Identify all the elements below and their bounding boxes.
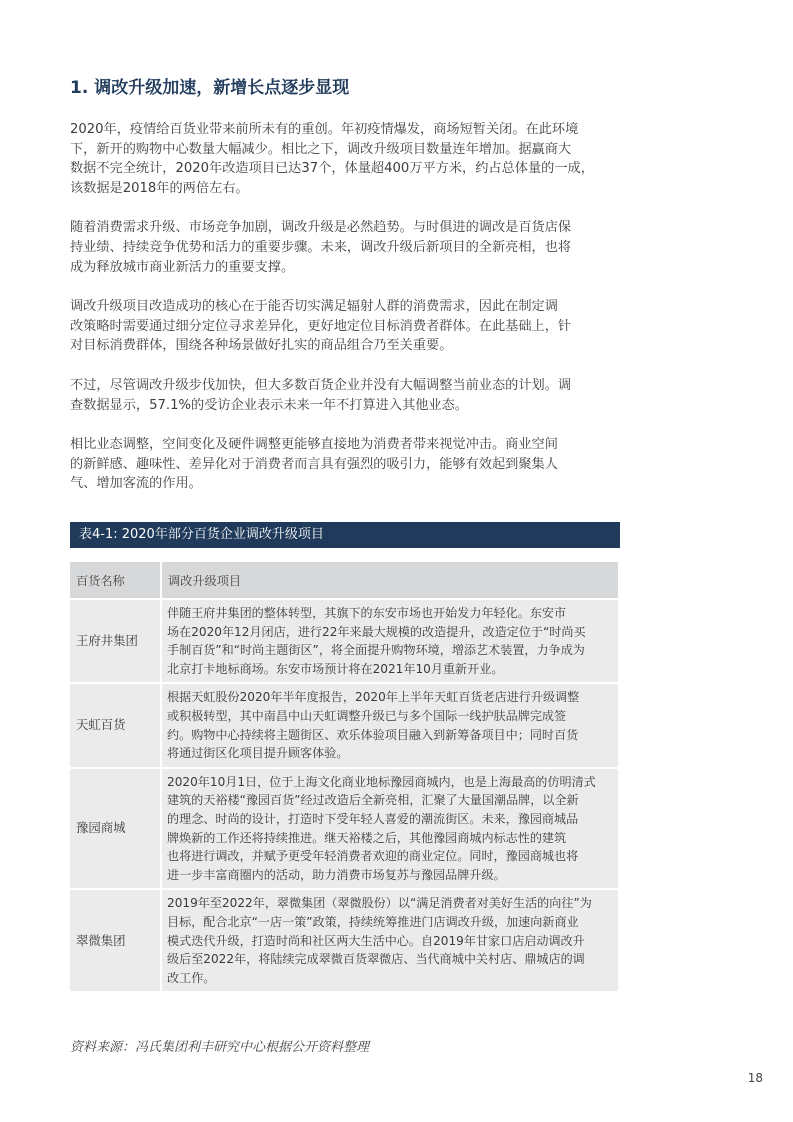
text-line: 持业绩、持续竞争优势和活力的重要步骤。未来，调改升级后新项目的全新亮相，也将 <box>70 239 572 255</box>
text-line: 相比业态调整，空间变化及硬件调整更能够直接地为消费者带来视觉冲击。商业空间 <box>70 437 558 453</box>
cell-line: 2019年至2022年，翠微集团（翠微股份）以“满足消费者对美好生活的向往”为 <box>167 896 592 911</box>
column-header-project: 调改升级项目 <box>162 562 618 598</box>
cell-line: 将通过街区化项目提升顾客体验。 <box>167 746 349 761</box>
page-number: 18 <box>747 1071 763 1085</box>
project-description-cell <box>162 769 618 889</box>
text-line: 不过，尽管调改升级步伐加快，但大多数百货企业并没有大幅调整当前业态的计划。调 <box>70 377 572 393</box>
store-name-cell: 翠微集团 <box>70 890 162 991</box>
project-description-cell <box>162 684 618 766</box>
table-row <box>70 890 618 991</box>
text-line: 该数据是2018年的两倍左右。 <box>70 180 249 196</box>
paragraph <box>70 218 625 277</box>
cell-line: 也将进行调改，并赋予更受年轻消费者欢迎的商业定位。同时，豫园商城也将 <box>167 849 579 864</box>
paragraph <box>70 120 625 198</box>
text-line: 气、增加客流的作用。 <box>70 476 202 492</box>
text-line: 调改升级项目改造成功的核心在于能否切实满足辐射人群的消费需求，因此在制定调 <box>70 299 558 315</box>
project-description-cell <box>162 600 618 682</box>
table-row <box>70 769 618 889</box>
section-heading: 1. 调改升级加速，新增长点逐步显现 <box>70 78 350 98</box>
text-line: 数据不完全统计，2020年改造项目已达37个，体量超400万平方米，约占总体量的一成， <box>70 161 594 177</box>
cell-line: 的理念、时尚的设计，打造时下受年轻人喜爱的潮流街区。未来，豫园商城品 <box>167 811 579 826</box>
paragraph <box>70 435 625 494</box>
text-line: 成为释放城市商业新活力的重要支撑。 <box>70 259 295 275</box>
cell-line: 或积极转型，其中南昌中山天虹调整升级已与多个国际一线护肤品牌完成签 <box>167 708 567 723</box>
paragraph <box>70 297 625 356</box>
store-name-cell: 豫园商城 <box>70 769 162 889</box>
project-description-cell <box>162 890 618 991</box>
text-line: 下，新开的购物中心数量大幅减少。相比之下，调改升级项目数量连年增加。据赢商大 <box>70 141 572 157</box>
paragraph <box>70 376 625 415</box>
cell-line: 目标，配合北京“一店一策”政策，持续统筹推进门店调改升级，加速向新商业 <box>167 914 579 929</box>
cell-line: 建筑的天裕楼“豫园百货”经过改造后全新亮相，汇聚了大量国潮品牌，以全新 <box>167 793 579 808</box>
store-name-cell: 天虹百货 <box>70 684 162 766</box>
text-line: 查数据显示，57.1%的受访企业表示未来一年不打算进入其他业态。 <box>70 397 468 413</box>
cell-line: 牌焕新的工作还将持续推进。继天裕楼之后，其他豫园商城内标志性的建筑 <box>167 830 567 845</box>
body-text <box>70 120 625 514</box>
cell-line: 根据天虹股份2020年半年度报告，2020年上半年天虹百货老店进行升级调整 <box>167 690 580 705</box>
text-line: 2020年，疫情给百货业带来前所未有的重创。年初疫情爆发，商场短暂关闭。在此环境 <box>70 122 579 137</box>
column-header-name: 百货名称 <box>70 562 162 598</box>
data-table <box>70 560 618 993</box>
cell-line: 改工作。 <box>167 970 216 985</box>
text-line: 的新鲜感、趣味性、差异化对于消费者而言具有强烈的吸引力，能够有效起到聚集人 <box>70 456 558 472</box>
table-header-row <box>70 562 618 598</box>
table-row <box>70 600 618 682</box>
cell-line: 级后至2022年，将陆续完成翠微百货翠微店、当代商城中关村店、鼎城店的调 <box>167 952 585 967</box>
cell-line: 手制百货”和“时尚主题街区”，将全面提升购物环境，增添艺术装置，力争成为 <box>167 643 585 658</box>
text-line: 随着消费需求升级、市场竞争加剧，调改升级是必然趋势。与时俱进的调改是百货店保 <box>70 220 572 236</box>
source-note: 资料来源：冯氏集团利丰研究中心根据公开资料整理 <box>70 1040 370 1055</box>
cell-line: 模式迭代升级，打造时尚和社区两大生活中心。自2019年甘家口店启动调改升 <box>167 933 585 948</box>
table-title: 表4-1: 2020年部分百货企业调改升级项目 <box>70 522 620 548</box>
store-name-cell: 王府井集团 <box>70 600 162 682</box>
cell-line: 约。购物中心持续将主题街区、欢乐体验项目融入到新筹备项目中；同时百货 <box>167 727 579 742</box>
cell-line: 2020年10月1日，位于上海文化商业地标豫园商城内，也是上海最高的仿明清式 <box>167 774 596 789</box>
cell-line: 进一步丰富商圈内的活动，助力消费市场复苏与豫园品牌升级。 <box>167 867 506 882</box>
table-row <box>70 684 618 766</box>
cell-line: 伴随王府井集团的整体转型，其旗下的东安市场也开始发力年轻化。东安市 <box>167 606 567 620</box>
cell-line: 北京打卡地标商场。东安市场预计将在2021年10月重新开业。 <box>167 661 504 676</box>
text-line: 改策略时需要通过细分定位寻求差异化，更好地定位目标消费者群体。在此基础上，针 <box>70 318 572 334</box>
text-line: 对目标消费群体，围绕各种场景做好扎实的商品组合乃至关重要。 <box>70 338 453 354</box>
cell-line: 场在2020年12月闭店，进行22年来最大规模的改造提升，改造定位于“时尚买 <box>167 624 586 639</box>
